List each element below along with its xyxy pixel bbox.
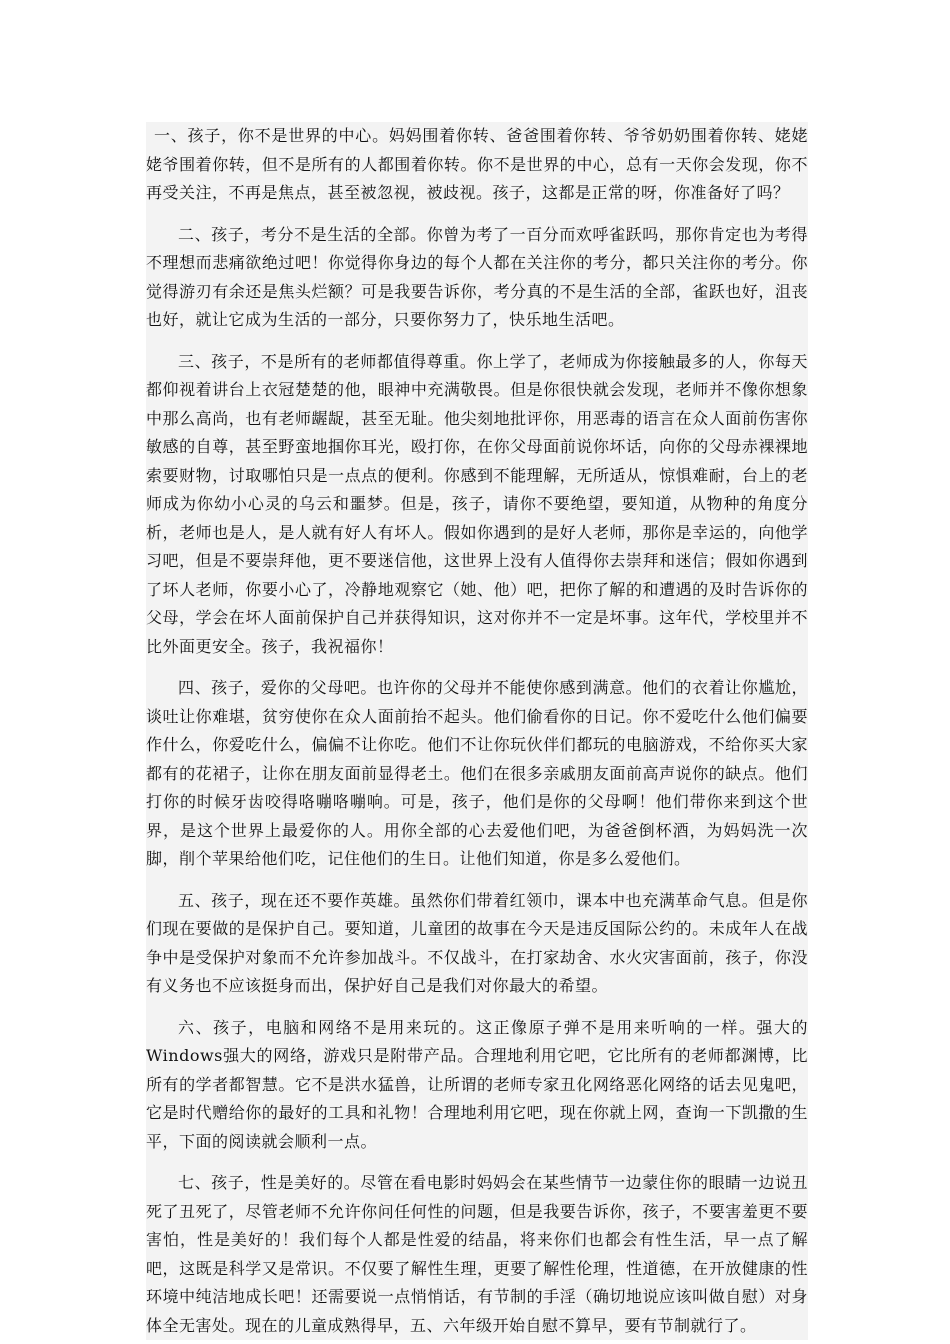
document-body — [146, 122, 808, 1340]
paragraph-3: 三、孩子，不是所有的老师都值得尊重。你上学了，老师成为你接触最多的人，你每天都仰视着讲台上衣冠楚楚的他，眼神中充满敬畏。但是你很快就会发现，老师并不像你想象中那么高尚，也有老师龌龊，甚至无耻。他尖刻地批评你，用恶毒的语言在众人面前伤害你敏感的自尊，甚至野蛮地掴你耳光，殴打你，在你父母面前说你坏话，向你的父母赤裸裸地索要财物，讨取哪怕只是一点点的便利。你感到不能理解，无所适从，惊惧难耐，台上的老师成为你幼小心灵的乌云和噩梦。但是，孩子，请你不要绝望，要知道，从物种的角度分析，老师也是人，是人就有好人有坏人。假如你遇到的是好人老师，那你是幸运的，向他学习吧，但是不要崇拜他，更不要迷信他，这世界上没有人值得你去崇拜和迷信；假如你遇到了坏人老师，你要小心了，冷静地观察它（她、他）吧，把你了解的和遭遇的及时告诉你的父母，学会在坏人面前保护自己并获得知识，这对你并不一定是坏事。这年代，学校里并不比外面更安全。孩子，我祝福你！ — [146, 351, 808, 656]
paragraph-4: 四、孩子，爱你的父母吧。也许你的父母并不能使你感到满意。他们的衣着让你尴尬，谈吐让你难堪，贫穷使你在众人面前抬不起头。他们偷看你的日记。你不爱吃什么他们偏要作什么，你爱吃什么，偏偏不让你吃。他们不让你玩伙伴们都玩的电脑游戏，不给你买大家都有的花裙子，让你在朋友面前显得老土。他们在很多亲戚朋友面前高声说你的缺点。他们打你的时候牙齿咬得咯嘣咯嘣响。可是，孩子，他们是你的父母啊！他们带你来到这个世界，是这个世界上最爱你的人。用你全部的心去爱他们吧，为爸爸倒杯酒，为妈妈洗一次脚，削个苹果给他们吃，记住他们的生日。让他们知道，你是多么爱他们。 — [146, 678, 808, 868]
paragraph-7: 七、孩子，性是美好的。尽管在看电影时妈妈会在某些情节一边蒙住你的眼睛一边说丑死了丑死了，尽管老师不允许你问任何性的问题，但是我要告诉你，孩子，不要害羞更不要害怕，性是美好的！我们每个人都是性爱的结晶，将来你们也都会有性生活，早一点了解吧，这既是科学又是常识。不仅要了解性生理，更要了解性伦理，性道德，在开放健康的性环境中纯洁地成长吧！还需要说一点悄悄话，有节制的手淫（确切地说应该叫做自慰）对身体全无害处。现在的儿童成熟得早，五、六年级开始自慰不算早，要有节制就行了。 — [146, 1173, 808, 1335]
paragraph-2: 二、孩子，考分不是生活的全部。你曾为考了一百分而欢呼雀跃吗，那你肯定也为考得不理想而悲痛欲绝过吧！你觉得你身边的每个人都在关注你的考分，都只关注你的考分。你觉得游刃有余还是焦头烂额？可是我要告诉你，考分真的不是生活的全部，雀跃也好，沮丧也好，就让它成为生活的一部分，只要你努力了，快乐地生活吧。 — [146, 224, 808, 329]
paragraph-5: 五、孩子，现在还不要作英雄。虽然你们带着红领巾，课本中也充满革命气息。但是你们现在要做的是保护自己。要知道，儿童团的故事在今天是违反国际公约的。未成年人在战争中是受保护对象而不允许参加战斗。不仅战斗，在打家劫舍、水火灾害面前，孩子，你没有义务也不应该挺身而出，保护好自己是我们对你最大的希望。 — [146, 890, 808, 995]
paragraph-6: 六、孩子，电脑和网络不是用来玩的。这正像原子弹不是用来听响的一样。强大的Windows强大的网络，游戏只是附带产品。合理地利用它吧，它比所有的老师都渊博，比所有的学者都智慧。它不是洪水猛兽，让所谓的老师专家丑化网络恶化网络的话去见鬼吧，它是时代赠给你的最好的工具和礼物！合理地利用它吧，现在你就上网，查询一下凯撒的生平，下面的阅读就会顺利一点。 — [146, 1017, 808, 1151]
paragraph-1: 一、孩子，你不是世界的中心。妈妈围着你转、爸爸围着你转、爷爷奶奶围着你转、姥姥姥爷围着你转，但不是所有的人都围着你转。你不是世界的中心，总有一天你会发现，你不再受关注，不再是焦点，甚至被忽视，被歧视。孩子，这都是正常的呀，你准备好了吗？ — [146, 126, 808, 202]
